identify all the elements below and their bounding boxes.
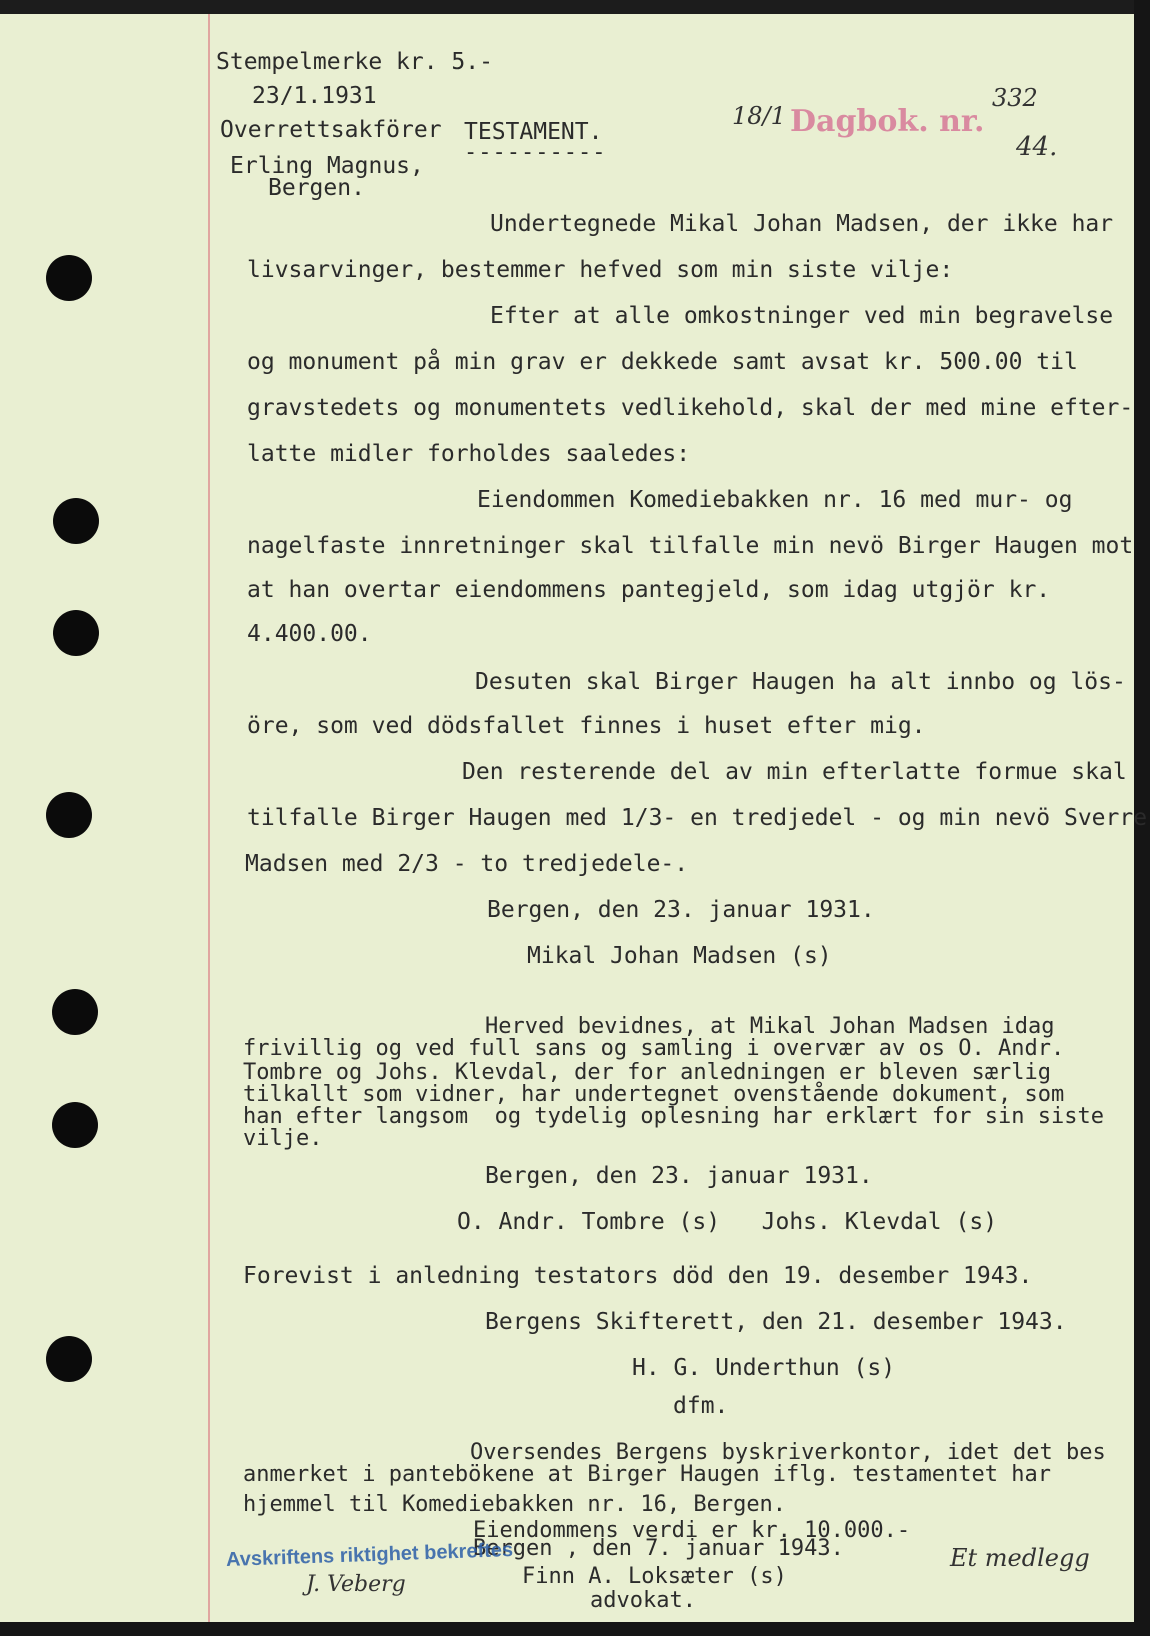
probate-court: Bergens Skifterett, den 21. desember 1943. xyxy=(485,1309,1067,1335)
body-line: Den resterende del av min efterlatte formue skal xyxy=(462,759,1127,785)
registration-note: Et medlegg xyxy=(950,1544,1090,1572)
lawyer-title: Overrettsakförer xyxy=(220,117,442,143)
transmittal-line: anmerket i pantebökene at Birger Haugen iflg. testamentet har xyxy=(243,1462,1051,1487)
probate-judge: H. G. Underthun (s) xyxy=(632,1355,896,1381)
witness-line: Tombre og Johs. Klevdal, der for anledningen er bleven særlig xyxy=(243,1060,1051,1085)
witness-line: frivillig og ved full sans og samling i overvær av os O. Andr. xyxy=(243,1036,1065,1061)
body-line: 4.400.00. xyxy=(247,621,372,647)
lawyer-city: Bergen. xyxy=(268,175,365,201)
transmittal-line: hjemmel til Komediebakken nr. 16, Bergen. xyxy=(243,1492,787,1517)
body-line: nagelfaste innretninger skal tilfalle min nevö Birger Haugen mot xyxy=(247,533,1134,559)
certification-stamp: Avskriftens riktighet bekreftes xyxy=(225,1538,514,1572)
body-line: at han overtar eiendommens pantegjeld, som idag utgjör kr. xyxy=(247,577,1051,603)
witness-signatures: O. Andr. Tombre (s) Johs. Klevdal (s) xyxy=(457,1209,998,1235)
testator-signature: Mikal Johan Madsen (s) xyxy=(527,943,832,969)
transmittal-line: Oversendes Bergens byskriverkontor, idet det bes xyxy=(470,1440,1106,1465)
body-line: Undertegnede Mikal Johan Madsen, der ikke har xyxy=(490,211,1114,237)
journal-stamp-label: Dagbok. nr. xyxy=(790,104,985,139)
witness-date: Bergen, den 23. januar 1931. xyxy=(485,1163,873,1189)
punch-hole xyxy=(46,1336,92,1382)
body-line: Eiendommen Komediebakken nr. 16 med mur- og xyxy=(477,487,1073,513)
transmittal-line: Eiendommens verdi er kr. 10.000.- xyxy=(473,1518,911,1543)
punch-hole xyxy=(52,1102,98,1148)
stamp-date: 23/1.1931 xyxy=(252,83,377,109)
probate-judge-title: dfm. xyxy=(673,1393,729,1419)
body-line: Madsen med 2/3 - to tredjedele-. xyxy=(245,851,689,877)
punch-hole xyxy=(53,610,99,656)
body-line: öre, som ved dödsfallet finnes i huset efter mig. xyxy=(247,713,926,739)
margin-line xyxy=(208,14,210,1622)
body-line: latte midler forholdes saaledes: xyxy=(247,441,691,467)
transmittal-signer: Finn A. Loksæter (s) xyxy=(522,1564,787,1589)
body-line: Desuten skal Birger Haugen ha alt innbo og lös- xyxy=(475,669,1126,695)
body-line: livsarvinger, bestemmer hefved som min siste vilje: xyxy=(247,257,954,283)
body-line: gravstedets og monumentets vedlikehold, skal der med mine efter- xyxy=(247,395,1134,421)
probate-line: Forevist i anledning testators död den 19. desember 1943. xyxy=(243,1263,1033,1289)
lawyer-name: Erling Magnus, xyxy=(230,153,424,179)
punch-hole xyxy=(46,255,92,301)
punch-hole xyxy=(46,792,92,838)
journal-number: 332 xyxy=(992,84,1038,112)
stamp-duty-line: Stempelmerke kr. 5.- xyxy=(216,49,493,75)
document-title: TESTAMENT. xyxy=(464,119,603,145)
transmittal-signer-title: advokat. xyxy=(590,1588,696,1613)
punch-hole xyxy=(52,989,98,1035)
body-line: og monument på min grav er dekkede samt avsat kr. 500.00 til xyxy=(247,349,1078,375)
body-line: tilfalle Birger Haugen med 1/3- en tredjedel - og min nevö Sverre xyxy=(247,805,1148,831)
scan-border-top xyxy=(0,0,1150,14)
journal-year: 44. xyxy=(1016,132,1058,162)
punch-hole xyxy=(53,498,99,544)
body-line: Efter at alle omkostninger ved min begravelse xyxy=(490,303,1114,329)
transmittal-line: Bergen , den 7. januar 1943. xyxy=(473,1536,844,1561)
witness-line: Herved bevidnes, at Mikal Johan Madsen idag xyxy=(485,1014,1055,1039)
journal-date: 18/1 xyxy=(732,102,786,130)
witness-line: han efter langsom og tydelig oplesning har erklært for sin siste xyxy=(243,1104,1104,1129)
scan-border-bottom xyxy=(0,1622,1150,1636)
witness-line: tilkallt som vidner, har undertegnet ovenstående dokument, som xyxy=(243,1082,1065,1107)
testament-date: Bergen, den 23. januar 1931. xyxy=(487,897,875,923)
witness-line: vilje. xyxy=(243,1126,323,1151)
certification-signature: J. Veberg xyxy=(306,1572,406,1597)
title-underline: ---------- xyxy=(464,140,607,165)
